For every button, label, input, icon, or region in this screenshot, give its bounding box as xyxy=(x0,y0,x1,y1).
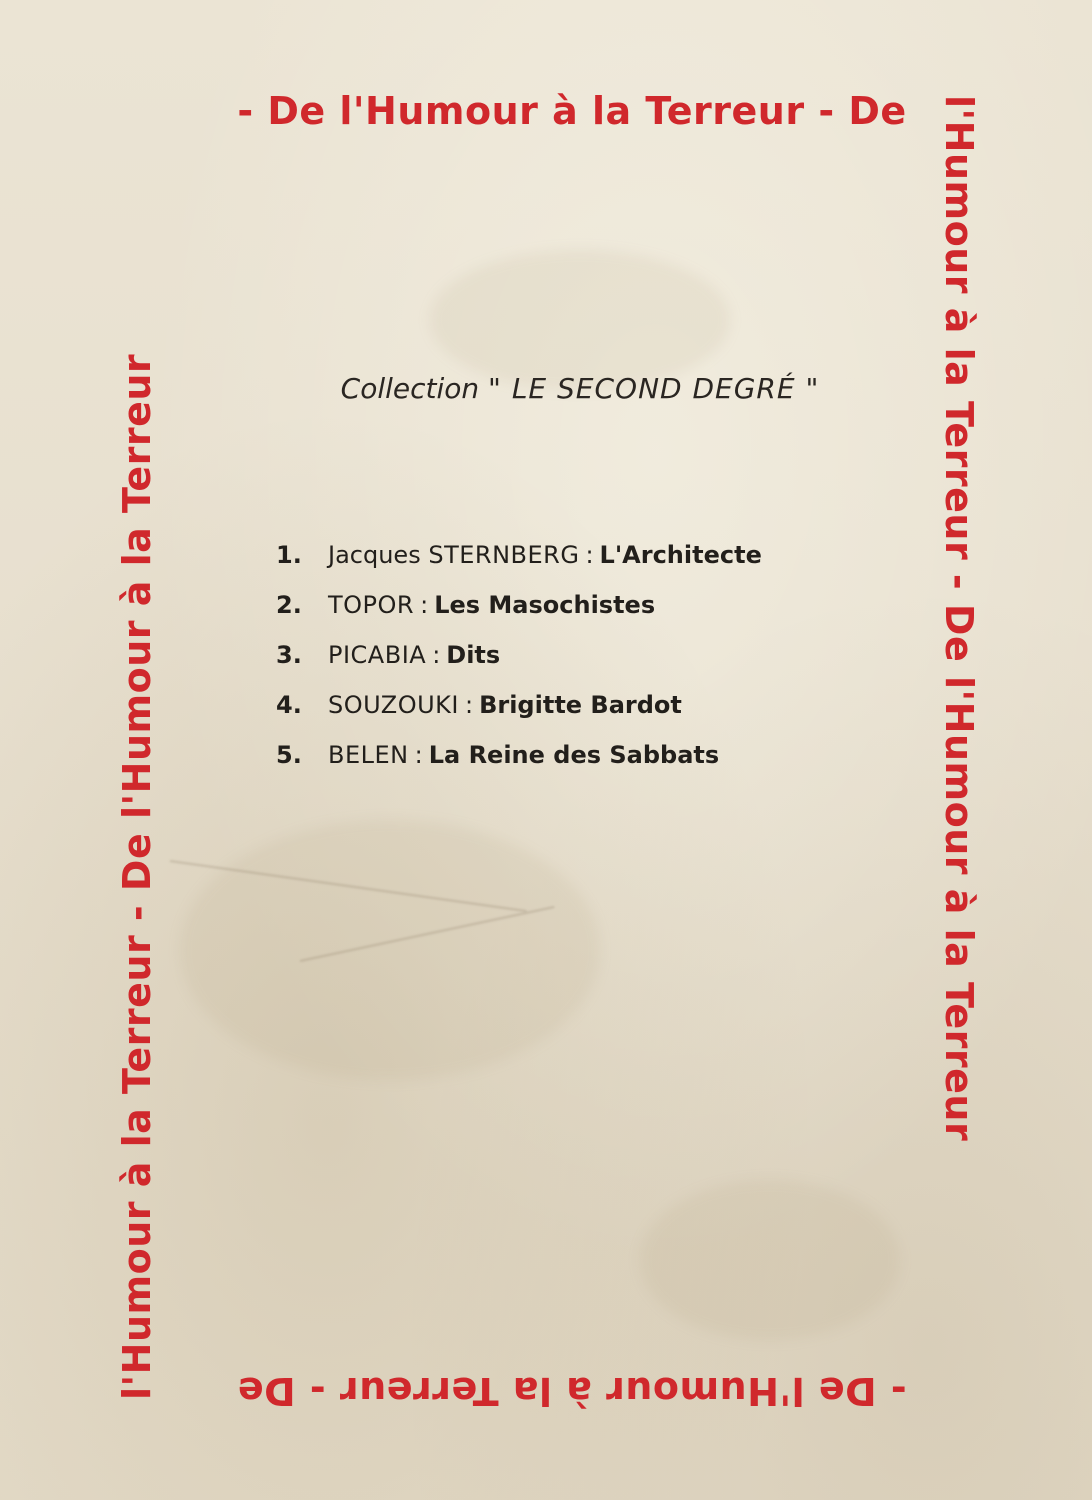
border-text-bottom: - De l'Humour à la Terreur - De xyxy=(237,1369,907,1413)
work-title: Dits xyxy=(446,641,501,669)
list-item xyxy=(276,630,896,680)
item-number: 2. xyxy=(276,591,302,619)
item-number: 3. xyxy=(276,641,302,669)
collection-heading xyxy=(240,372,920,405)
work-title: Les Masochistes xyxy=(434,591,656,619)
author-name: SOUZOUKI xyxy=(328,691,459,719)
work-title: Brigitte Bardot xyxy=(479,691,682,719)
border-text-left: l'Humour à la Terreur - De l'Humour à la Terreur xyxy=(115,353,159,1400)
author-name: BELEN xyxy=(328,741,409,769)
paper-stain xyxy=(640,1180,900,1340)
list-item xyxy=(276,730,896,780)
paper-stain xyxy=(180,820,600,1080)
list-item xyxy=(276,580,896,630)
border-text-right: l'Humour à la Terreur - De l'Humour à la Terreur xyxy=(937,95,981,1142)
item-number: 1. xyxy=(276,541,302,569)
author-name: TOPOR xyxy=(328,591,415,619)
border-text-top: - De l'Humour à la Terreur - De xyxy=(237,89,907,133)
separator: : xyxy=(414,741,423,769)
collection-prefix: Collection xyxy=(340,372,480,405)
work-title: La Reine des Sabbats xyxy=(428,741,720,769)
titles-list xyxy=(276,530,896,780)
separator: : xyxy=(432,641,441,669)
work-title: L'Architecte xyxy=(599,541,762,569)
separator: : xyxy=(585,541,594,569)
separator: : xyxy=(420,591,429,619)
author-name: PICABIA xyxy=(328,641,427,669)
author-name: STERNBERG xyxy=(428,541,580,569)
item-number: 5. xyxy=(276,741,302,769)
list-item xyxy=(276,680,896,730)
list-item xyxy=(276,530,896,580)
paper-stain xyxy=(430,250,730,390)
collection-name: " LE SECOND DEGRÉ " xyxy=(488,372,820,405)
separator: : xyxy=(464,691,474,719)
item-number: 4. xyxy=(276,691,302,719)
author-first-name: Jacques xyxy=(328,541,421,569)
